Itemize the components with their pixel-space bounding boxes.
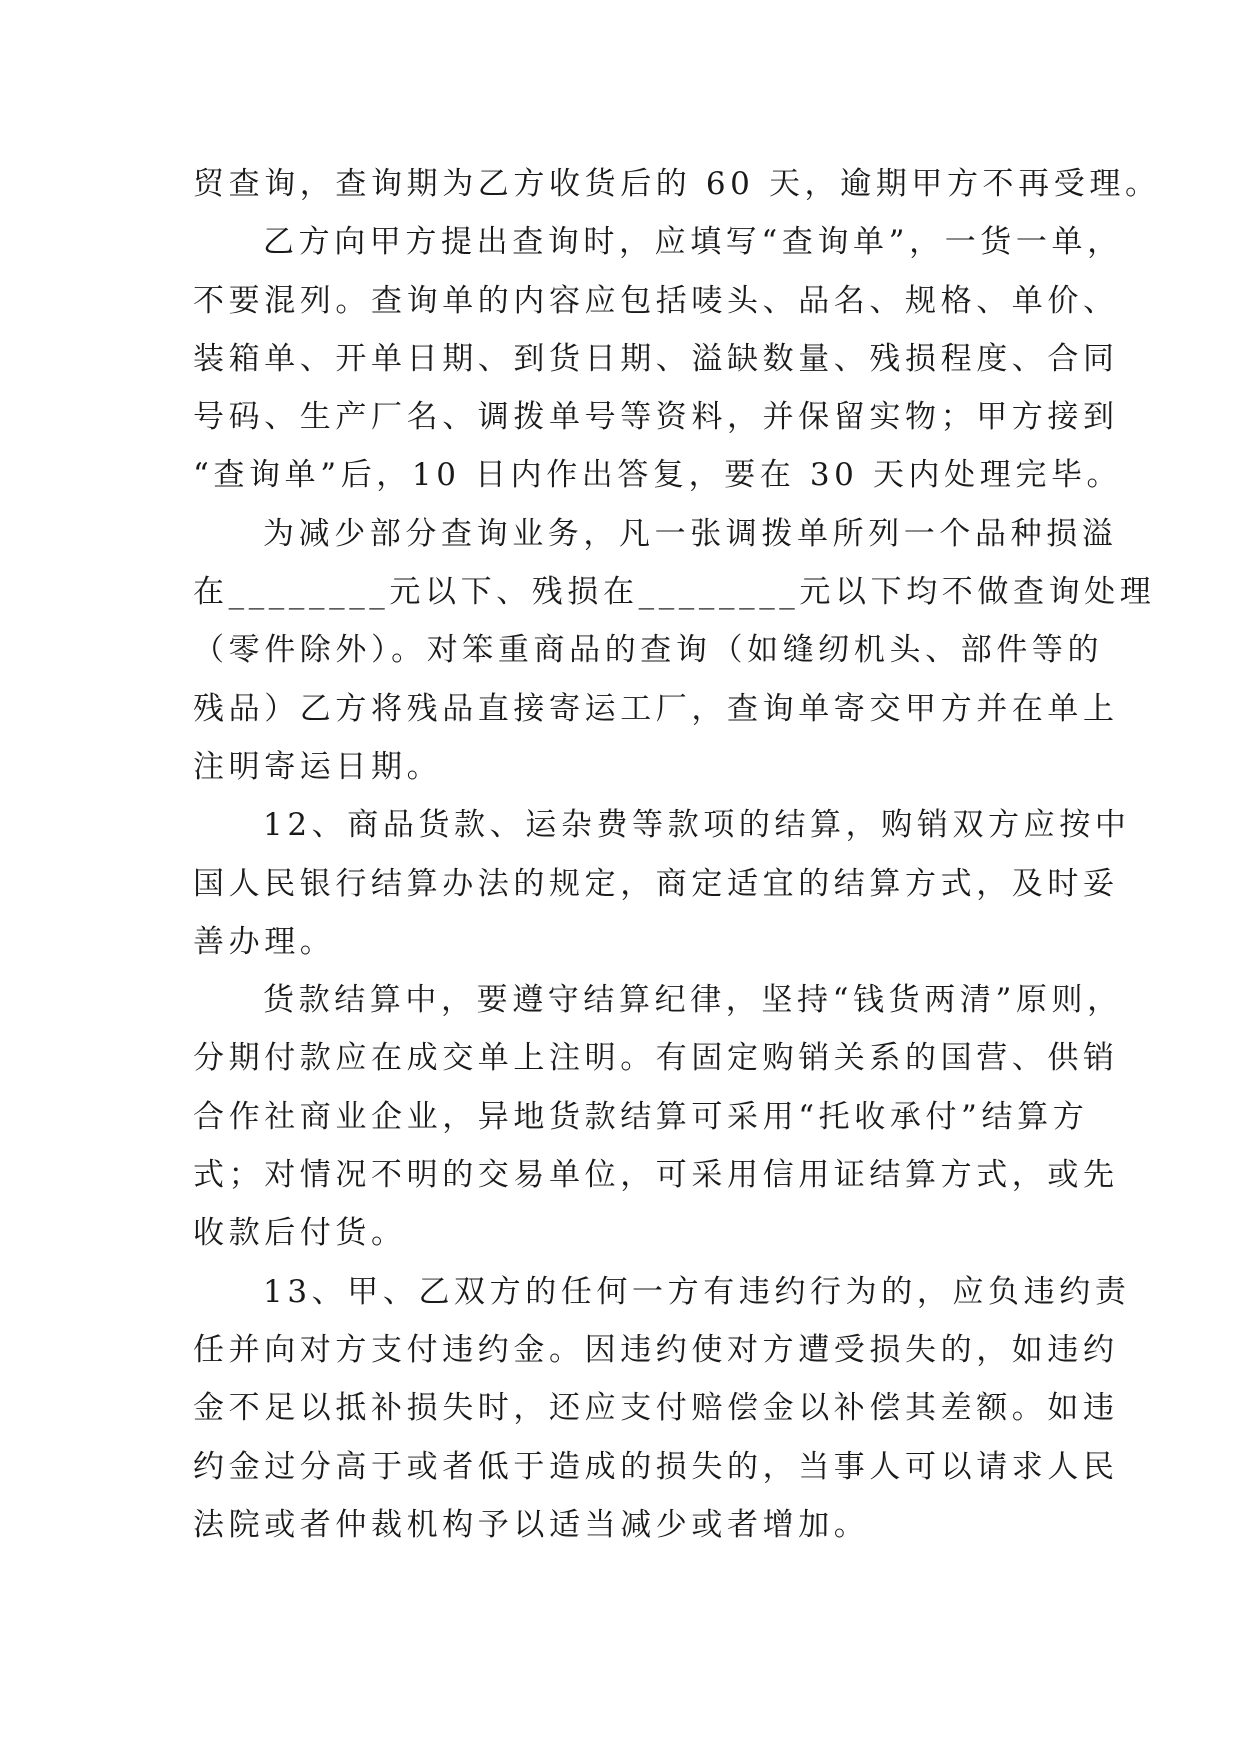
text-line: 国人民银行结算办法的规定，商定适宜的结算方式，及时妥 (193, 865, 1119, 902)
text-line: 装箱单、开单日期、到货日期、溢缺数量、残损程度、合同 (193, 340, 1119, 377)
text-line: 善办理。 (193, 923, 336, 960)
text-line: “查询单”后，10 日内作出答复，要在 30 天内处理完毕。 (193, 457, 1123, 494)
text-line: 号码、生产厂名、调拨单号等资料，并保留实物；甲方接到 (193, 399, 1119, 436)
text-line: 贸查询，查询期为乙方收货后的 60 天，逾期甲方不再受理。 (193, 166, 1161, 202)
text-line: 收款后付货。 (193, 1215, 407, 1252)
text-line: （零件除外）。对笨重商品的查询（如缝纫机头、部件等的 (193, 632, 1104, 669)
text-line: 金不足以抵补损失时，还应支付赔偿金以补偿其差额。如违 (193, 1390, 1119, 1427)
text-line: 在________元以下、残损在________元以下均不做查询处理 (193, 574, 1156, 611)
text-line: 任并向对方支付违约金。因违约使对方遭受损失的，如违约 (193, 1331, 1119, 1368)
text-line: 约金过分高于或者低于造成的损失的，当事人可以请求人民 (193, 1448, 1119, 1485)
text-line: 货款结算中，要遵守结算纪律，坚持“钱货两清”原则， (263, 982, 1123, 1019)
text-line: 为减少部分查询业务，凡一张调拨单所列一个品种损溢 (263, 515, 1118, 552)
text-line: 式；对情况不明的交易单位，可采用信用证结算方式，或先 (193, 1157, 1119, 1194)
text-line: 合作社商业企业，异地货款结算可采用“托收承付”结算方 (193, 1098, 1089, 1135)
text-line: 注明寄运日期。 (193, 748, 443, 785)
text-line: 乙方向甲方提出查询时，应填写“查询单”，一货一单， (263, 224, 1123, 261)
document-body (193, 155, 1161, 1554)
text-line: 残品）乙方将残品直接寄运工厂，查询单寄交甲方并在单上 (193, 690, 1119, 727)
text-line: 法院或者仲裁机构予以适当减少或者增加。 (193, 1506, 870, 1543)
text-line: 不要混列。查询单的内容应包括唛头、品名、规格、单价、 (193, 282, 1119, 319)
text-line: 13、甲、乙双方的任何一方有违约行为的，应负违约责 (263, 1273, 1131, 1310)
text-line: 12、商品货款、运杂费等款项的结算，购销双方应按中 (263, 807, 1131, 844)
text-line: 分期付款应在成交单上注明。有固定购销关系的国营、供销 (193, 1040, 1119, 1077)
